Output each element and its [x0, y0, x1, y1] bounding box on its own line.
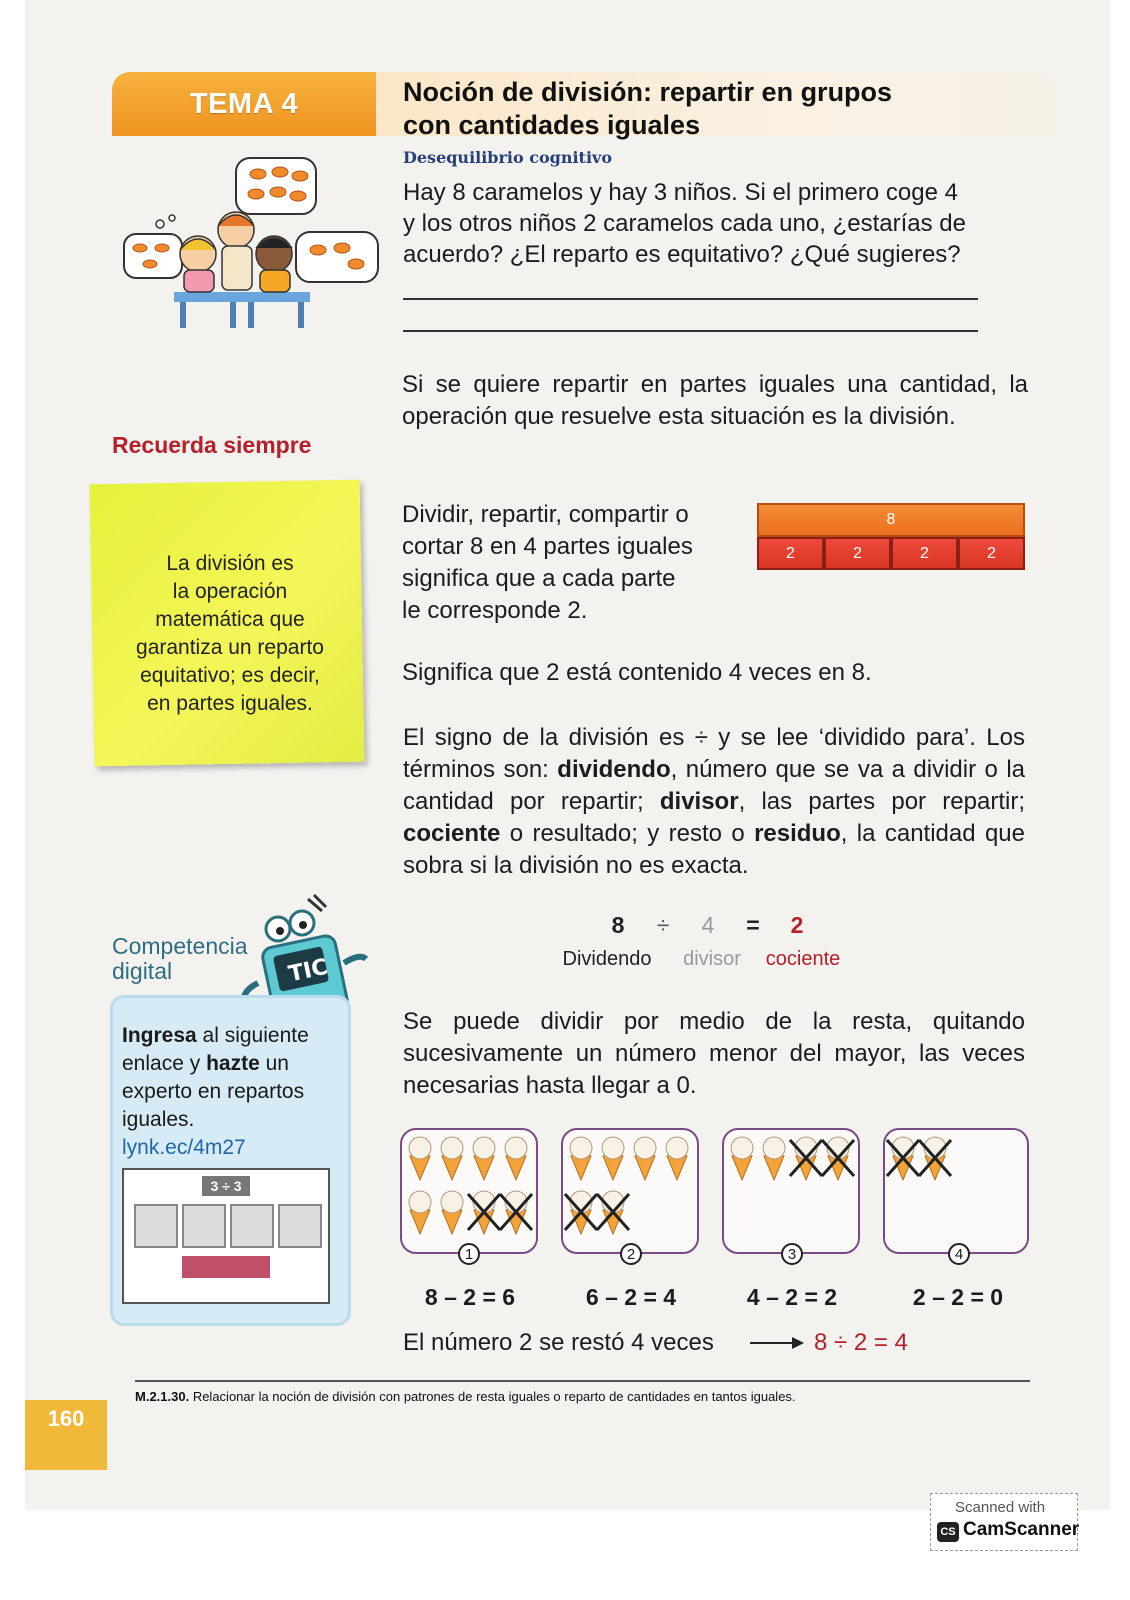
tic-word-ingresa: Ingresa	[122, 1024, 197, 1047]
children-candies-illustration	[118, 150, 383, 330]
thumb-box	[230, 1204, 274, 1248]
conclusion-text: El número 2 se restó 4 veces	[403, 1329, 714, 1356]
terms-text: , las partes por repartir;	[738, 788, 1025, 815]
ice-cream-cone	[666, 1137, 688, 1180]
recuerda-line-5: equitativo; es decir,	[140, 664, 320, 687]
answer-line-2[interactable]	[403, 330, 978, 332]
ice-cream-cone	[409, 1137, 431, 1180]
ice-cream-cone-crossed	[565, 1191, 597, 1234]
tic-label: TIC	[286, 954, 331, 988]
eq-equals: =	[746, 912, 760, 938]
step-equation: 4 – 2 = 2	[746, 1284, 838, 1310]
term-cociente: cociente	[403, 820, 501, 847]
dividir-paragraph	[402, 499, 732, 627]
dividir-line-3: significa que a cada parte	[402, 565, 676, 592]
total-bar	[757, 503, 1025, 537]
thumb-answer-bar	[182, 1256, 270, 1278]
recuerda-line-1: La división es	[166, 552, 294, 575]
recuerda-line-3: matemática que	[155, 608, 305, 631]
footer-divider	[135, 1380, 1030, 1382]
ice-cream-cone	[441, 1191, 463, 1234]
skill-text: Relacionar la noción de división con patrones de resta iguales o reparto de cantidades en tantos iguales.	[189, 1389, 796, 1404]
step-number: 3	[781, 1243, 803, 1265]
terms-text: , número que se va a dividir o la cantidad por repartir;	[403, 756, 1025, 815]
competencia-heading	[112, 934, 248, 984]
ice-cream-cone	[763, 1137, 785, 1180]
step-number: 2	[620, 1243, 642, 1265]
title-line-2: con cantidades iguales	[403, 110, 701, 140]
eq-divisor: 4	[701, 912, 715, 938]
ice-cream-cone	[473, 1137, 495, 1180]
step-number: 4	[948, 1243, 970, 1265]
term-dividendo: dividendo	[557, 756, 671, 783]
ice-cream-cone	[409, 1191, 431, 1234]
ice-cream-cone	[570, 1137, 592, 1180]
camscanner-logo-icon: CS	[937, 1522, 959, 1542]
dividir-line-4: le corresponde 2.	[402, 597, 588, 624]
ice-cream-cones	[400, 1128, 1040, 1258]
ice-cream-cone	[634, 1137, 656, 1180]
terms-text: El signo de la división es ÷ y se lee ‘dividido para’. Los términos son:	[403, 724, 1025, 783]
tic-word-hazte: hazte	[206, 1052, 260, 1075]
part-bar	[824, 537, 891, 570]
recuerda-text	[110, 550, 350, 718]
term-residuo: residuo	[754, 820, 841, 847]
terms-text: o resultado; y resto o	[500, 820, 755, 847]
tema-label: TEMA 4	[189, 87, 299, 120]
terms-text: , la cantidad que sobra si la división no es exacta.	[403, 820, 1025, 879]
ice-cream-cone	[731, 1137, 753, 1180]
section-subtitle: Desequilibrio cognitivo	[403, 148, 612, 167]
ice-cream-cone	[441, 1137, 463, 1180]
recuerda-line-2: la operación	[172, 580, 288, 603]
ice-cream-cone	[505, 1137, 527, 1180]
step-number: 1	[458, 1243, 480, 1265]
recuerda-line-4: garantiza un reparto	[136, 636, 324, 659]
page-title	[403, 76, 1023, 142]
resta-paragraph: Se puede dividir por medio de la resta, quitando sucesivamente un número menor del mayor, las veces necesarias hasta llegar a 0.	[403, 1008, 1025, 1099]
title-line-1: Noción de división: repartir en grupos	[403, 77, 893, 107]
ice-cream-cone-crossed	[790, 1137, 822, 1180]
dividir-line-2: cortar 8 en 4 partes iguales	[402, 533, 693, 560]
ice-cream-cone-crossed	[822, 1137, 854, 1180]
ice-cream-cone-crossed	[887, 1137, 919, 1180]
intro-line-2: y los otros niños 2 caramelos cada uno, ¿estarías de	[403, 210, 966, 237]
part-bar	[891, 537, 958, 570]
total-bar-label: 8	[886, 511, 896, 528]
label-divisor: divisor	[683, 948, 741, 970]
ice-cream-cone-crossed	[468, 1191, 500, 1234]
contenido-sentence: Significa que 2 está contenido 4 veces en 8.	[402, 659, 872, 686]
recuerda-heading: Recuerda siempre	[112, 432, 312, 458]
part-bar-label: 2	[920, 544, 929, 562]
thumb-box	[278, 1204, 322, 1248]
scanner-brand: CamScanner	[963, 1519, 1080, 1540]
part-bar-label: 2	[987, 544, 996, 562]
part-bar	[757, 537, 824, 570]
ice-cream-cone-crossed	[597, 1191, 629, 1234]
thumb-box	[182, 1204, 226, 1248]
terms-paragraph	[403, 722, 1025, 882]
dividir-line-1: Dividir, repartir, compartir o	[402, 501, 689, 528]
intro-line-1: Hay 8 caramelos y hay 3 niños. Si el primero coge 4	[403, 179, 958, 206]
part-bar	[958, 537, 1025, 570]
part-bar-label: 2	[786, 544, 795, 562]
definition-paragraph: Si se quiere repartir en partes iguales una cantidad, la operación que resuelve esta situación es la división.	[402, 371, 1028, 430]
competencia-line-2: digital	[112, 958, 173, 984]
step-equation: 2 – 2 = 0	[912, 1284, 1004, 1310]
page-number: 160	[25, 1400, 107, 1470]
tic-text-part: al siguiente enlace y	[122, 1024, 309, 1075]
tic-text	[122, 1022, 342, 1162]
footer-skill	[135, 1389, 796, 1404]
skill-code: M.2.1.30.	[135, 1389, 190, 1404]
thumb-box	[134, 1204, 178, 1248]
arrow-right-icon	[748, 1334, 808, 1352]
label-dividendo: Dividendo	[562, 948, 652, 970]
answer-line-1[interactable]	[403, 298, 978, 300]
ice-cream-cone	[602, 1137, 624, 1180]
competencia-line-1: Competencia	[112, 933, 248, 959]
tic-link[interactable]: lynk.ec/4m27	[122, 1136, 246, 1159]
tic-thumbnail[interactable]	[122, 1168, 330, 1304]
conclusion-result: 8 ÷ 2 = 4	[814, 1329, 908, 1356]
ice-cream-cone-crossed	[500, 1191, 532, 1234]
step-equation: 6 – 2 = 4	[585, 1284, 677, 1310]
recuerda-line-6: en partes iguales.	[147, 692, 313, 715]
ice-cream-cone-crossed	[919, 1137, 951, 1180]
eq-quotient: 2	[790, 912, 804, 938]
thumb-header: 3 ÷ 3	[202, 1176, 250, 1196]
eq-division-sign: ÷	[656, 912, 670, 938]
step-equation: 8 – 2 = 6	[424, 1284, 516, 1310]
intro-line-3: acuerdo? ¿El reparto es equitativo? ¿Qué sugieres?	[403, 241, 961, 268]
intro-question	[403, 177, 1043, 270]
term-divisor: divisor	[659, 788, 739, 815]
eq-dividend: 8	[611, 912, 625, 938]
scanner-caption: Scanned with	[955, 1499, 1046, 1516]
part-bar-label: 2	[853, 544, 862, 562]
label-cociente: cociente	[765, 948, 841, 970]
tic-text-part: un experto en repartos iguales.	[122, 1052, 305, 1131]
tema-tab	[112, 72, 376, 136]
